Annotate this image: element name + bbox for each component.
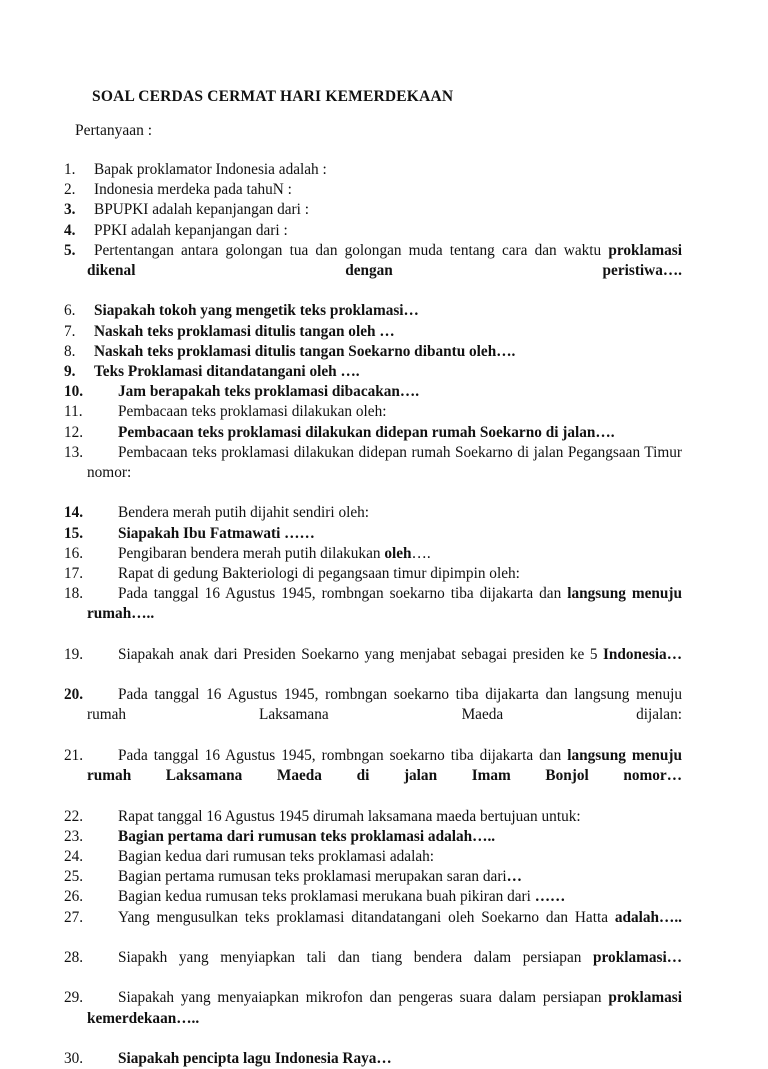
question-item [64, 887, 682, 907]
question-text [87, 867, 682, 887]
question-text [87, 887, 682, 907]
question-text [87, 746, 682, 807]
question-list [64, 160, 682, 1069]
question-number: 18. [64, 585, 84, 603]
question-text [87, 685, 682, 746]
question-number: 6. [64, 302, 76, 320]
question-text [87, 443, 682, 504]
question-text-emphasis: adalah….. [614, 908, 682, 926]
question-text [87, 180, 682, 200]
question-number: 16. [64, 544, 84, 562]
question-text [87, 948, 682, 988]
question-text [87, 524, 682, 544]
question-number: 28. [64, 948, 84, 966]
question-text-content: BPUPKI adalah kepanjangan dari : [94, 201, 309, 219]
question-text-emphasis: Indonesia… [602, 645, 682, 663]
question-item [64, 382, 682, 402]
question-number: 13. [64, 443, 84, 461]
question-text [87, 402, 682, 422]
question-number: 27. [64, 908, 84, 926]
question-item [64, 160, 682, 180]
question-item [64, 807, 682, 827]
question-text-lead: Bagian kedua rumusan teks proklamasi merukana buah pikiran dari [118, 888, 535, 906]
question-text-lead: Yang mengusulkan teks proklamasi ditandatangani oleh Soekarno dan Hatta [118, 908, 615, 926]
question-text-emphasis: langsung menuju rumah….. [87, 585, 682, 623]
question-text-content: Siapakah Ibu Fatmawati …… [118, 524, 315, 542]
question-text [87, 544, 682, 564]
question-number: 5. [64, 241, 76, 259]
question-text-emphasis: proklamasi dikenal dengan peristiwa…. [87, 241, 682, 280]
question-item [64, 544, 682, 564]
question-text [87, 342, 682, 362]
question-number: 8. [64, 342, 76, 360]
question-item [64, 867, 682, 887]
question-text-lead: Pada tanggal 16 Agustus 1945, rombngan soekarno tiba dijakarta dan [118, 585, 568, 603]
question-item [64, 301, 682, 321]
question-item [64, 746, 682, 807]
question-text-tail: …. [411, 544, 431, 562]
question-number: 30. [64, 1049, 84, 1067]
question-text-content: Pembacaan teks proklamasi dilakukan didepan rumah Soekarno di jalan…. [118, 423, 615, 441]
question-item [64, 362, 682, 382]
question-number: 3. [64, 201, 76, 219]
question-text-content: Pembacaan teks proklamasi dilakukan oleh: [118, 403, 387, 421]
question-text [87, 322, 682, 342]
question-text-emphasis: proklamasi kemerdekaan….. [87, 989, 682, 1027]
question-text [87, 584, 682, 645]
question-text [87, 1049, 682, 1069]
question-item [64, 241, 682, 302]
question-number: 26. [64, 888, 84, 906]
question-item [64, 322, 682, 342]
question-number: 22. [64, 807, 84, 825]
question-text-content: Bapak proklamator Indonesia adalah : [94, 161, 327, 178]
question-text-lead: Bagian pertama rumusan teks proklamasi merupakan saran dari [118, 868, 507, 886]
question-text-emphasis: langsung menuju rumah Laksamana Maeda di jalan Imam Bonjol nomor… [87, 746, 682, 785]
question-text-lead: Pengibaran bendera merah putih dilakukan [118, 544, 385, 562]
question-text [87, 241, 682, 302]
question-item [64, 685, 682, 746]
question-text [87, 988, 682, 1049]
question-number: 1. [64, 161, 76, 178]
question-text-lead: Siapakah yang menyaiapkan mikrofon dan pengeras suara dalam persiapan [118, 989, 609, 1007]
question-text-emphasis: … [506, 868, 522, 886]
question-text-lead: Siapakh yang menyiapkan tali dan tiang bendera dalam persiapan [118, 948, 594, 966]
question-text-content: Teks Proklamasi ditandatangani oleh …. [94, 363, 360, 381]
question-text-content: Pada tanggal 16 Agustus 1945, rombngan soekarno tiba dijakarta dan langsung menuju rumah Laksamana Maeda dijalan: [87, 686, 682, 724]
question-text-content: Bagian pertama dari rumusan teks proklamasi adalah….. [118, 827, 496, 845]
question-item [64, 908, 682, 948]
intro-label: Pertanyaan : [75, 122, 153, 139]
question-text-content: Bendera merah putih dijahit sendiri oleh: [118, 504, 370, 522]
question-item [64, 180, 682, 200]
question-number: 19. [64, 645, 84, 663]
question-text-content: Indonesia merdeka pada tahuN : [94, 181, 292, 199]
question-item [64, 443, 682, 504]
question-text-content: Rapat tanggal 16 Agustus 1945 dirumah laksamana maeda bertujuan untuk: [118, 807, 581, 825]
question-text-content: Naskah teks proklamasi ditulis tangan oleh … [94, 322, 395, 340]
question-text-content: PPKI adalah kepanjangan dari : [94, 221, 288, 239]
question-item [64, 827, 682, 847]
question-text [87, 807, 682, 827]
question-number: 15. [64, 524, 84, 542]
question-text [87, 908, 682, 948]
question-number: 20. [64, 686, 84, 704]
question-text-content: Siapakah tokoh yang mengetik teks proklamasi… [94, 302, 419, 320]
question-item [64, 200, 682, 220]
question-text [87, 564, 682, 584]
question-number: 29. [64, 989, 84, 1007]
question-number: 17. [64, 565, 84, 583]
question-item [64, 423, 682, 443]
question-text-emphasis: proklamasi… [593, 948, 682, 966]
question-text-lead: Pada tanggal 16 Agustus 1945, rombngan soekarno tiba dijakarta dan [118, 746, 568, 764]
question-number: 4. [64, 221, 76, 239]
question-text [87, 503, 682, 523]
question-text-content: Jam berapakah teks proklamasi dibacakan…. [118, 383, 420, 401]
question-item [64, 584, 682, 645]
question-item [64, 948, 682, 988]
question-text-emphasis: …… [534, 888, 566, 906]
question-item [64, 402, 682, 422]
question-text-content: Naskah teks proklamasi ditulis tangan Soekarno dibantu oleh…. [94, 342, 516, 360]
question-text-emphasis: oleh [384, 544, 412, 562]
question-text [87, 160, 682, 180]
question-number: 14. [64, 504, 84, 522]
question-text-lead: Pertentangan antara golongan tua dan golongan muda tentang cara dan waktu [94, 241, 609, 259]
question-text [87, 382, 682, 402]
question-text [87, 301, 682, 321]
question-text-lead: Siapakah anak dari Presiden Soekarno yang menjabat sebagai presiden ke 5 [118, 645, 603, 663]
question-number: 12. [64, 423, 84, 441]
question-text [87, 423, 682, 443]
question-number: 23. [64, 827, 84, 845]
question-number: 7. [64, 322, 76, 340]
question-text [87, 200, 682, 220]
question-text [87, 221, 682, 241]
question-text-content: Pembacaan teks proklamasi dilakukan didepan rumah Soekarno di jalan Pegangsaan Timur nomor: [87, 443, 682, 482]
question-number: 9. [64, 363, 76, 381]
question-item [64, 221, 682, 241]
question-number: 24. [64, 847, 84, 865]
question-item [64, 342, 682, 362]
question-text [87, 362, 682, 382]
question-number: 10. [64, 383, 84, 401]
question-item [64, 524, 682, 544]
question-number: 2. [64, 181, 76, 199]
question-text [87, 827, 682, 847]
question-number: 25. [64, 868, 84, 886]
question-item [64, 564, 682, 584]
question-item [64, 645, 682, 685]
question-text [87, 847, 682, 867]
question-number: 11. [64, 403, 83, 421]
question-item [64, 988, 682, 1049]
page-title: SOAL CERDAS CERMAT HARI KEMERDEKAAN [92, 88, 454, 105]
question-text-content: Bagian kedua dari rumusan teks proklamasi adalah: [118, 847, 435, 865]
question-text-content: Siapakah pencipta lagu Indonesia Raya… [118, 1049, 392, 1067]
question-item [64, 503, 682, 523]
question-text-content: Rapat di gedung Bakteriologi di pegangsaan timur dipimpin oleh: [118, 565, 520, 583]
question-number: 21. [64, 746, 84, 764]
question-text [87, 645, 682, 685]
question-item [64, 1049, 682, 1069]
question-item [64, 847, 682, 867]
